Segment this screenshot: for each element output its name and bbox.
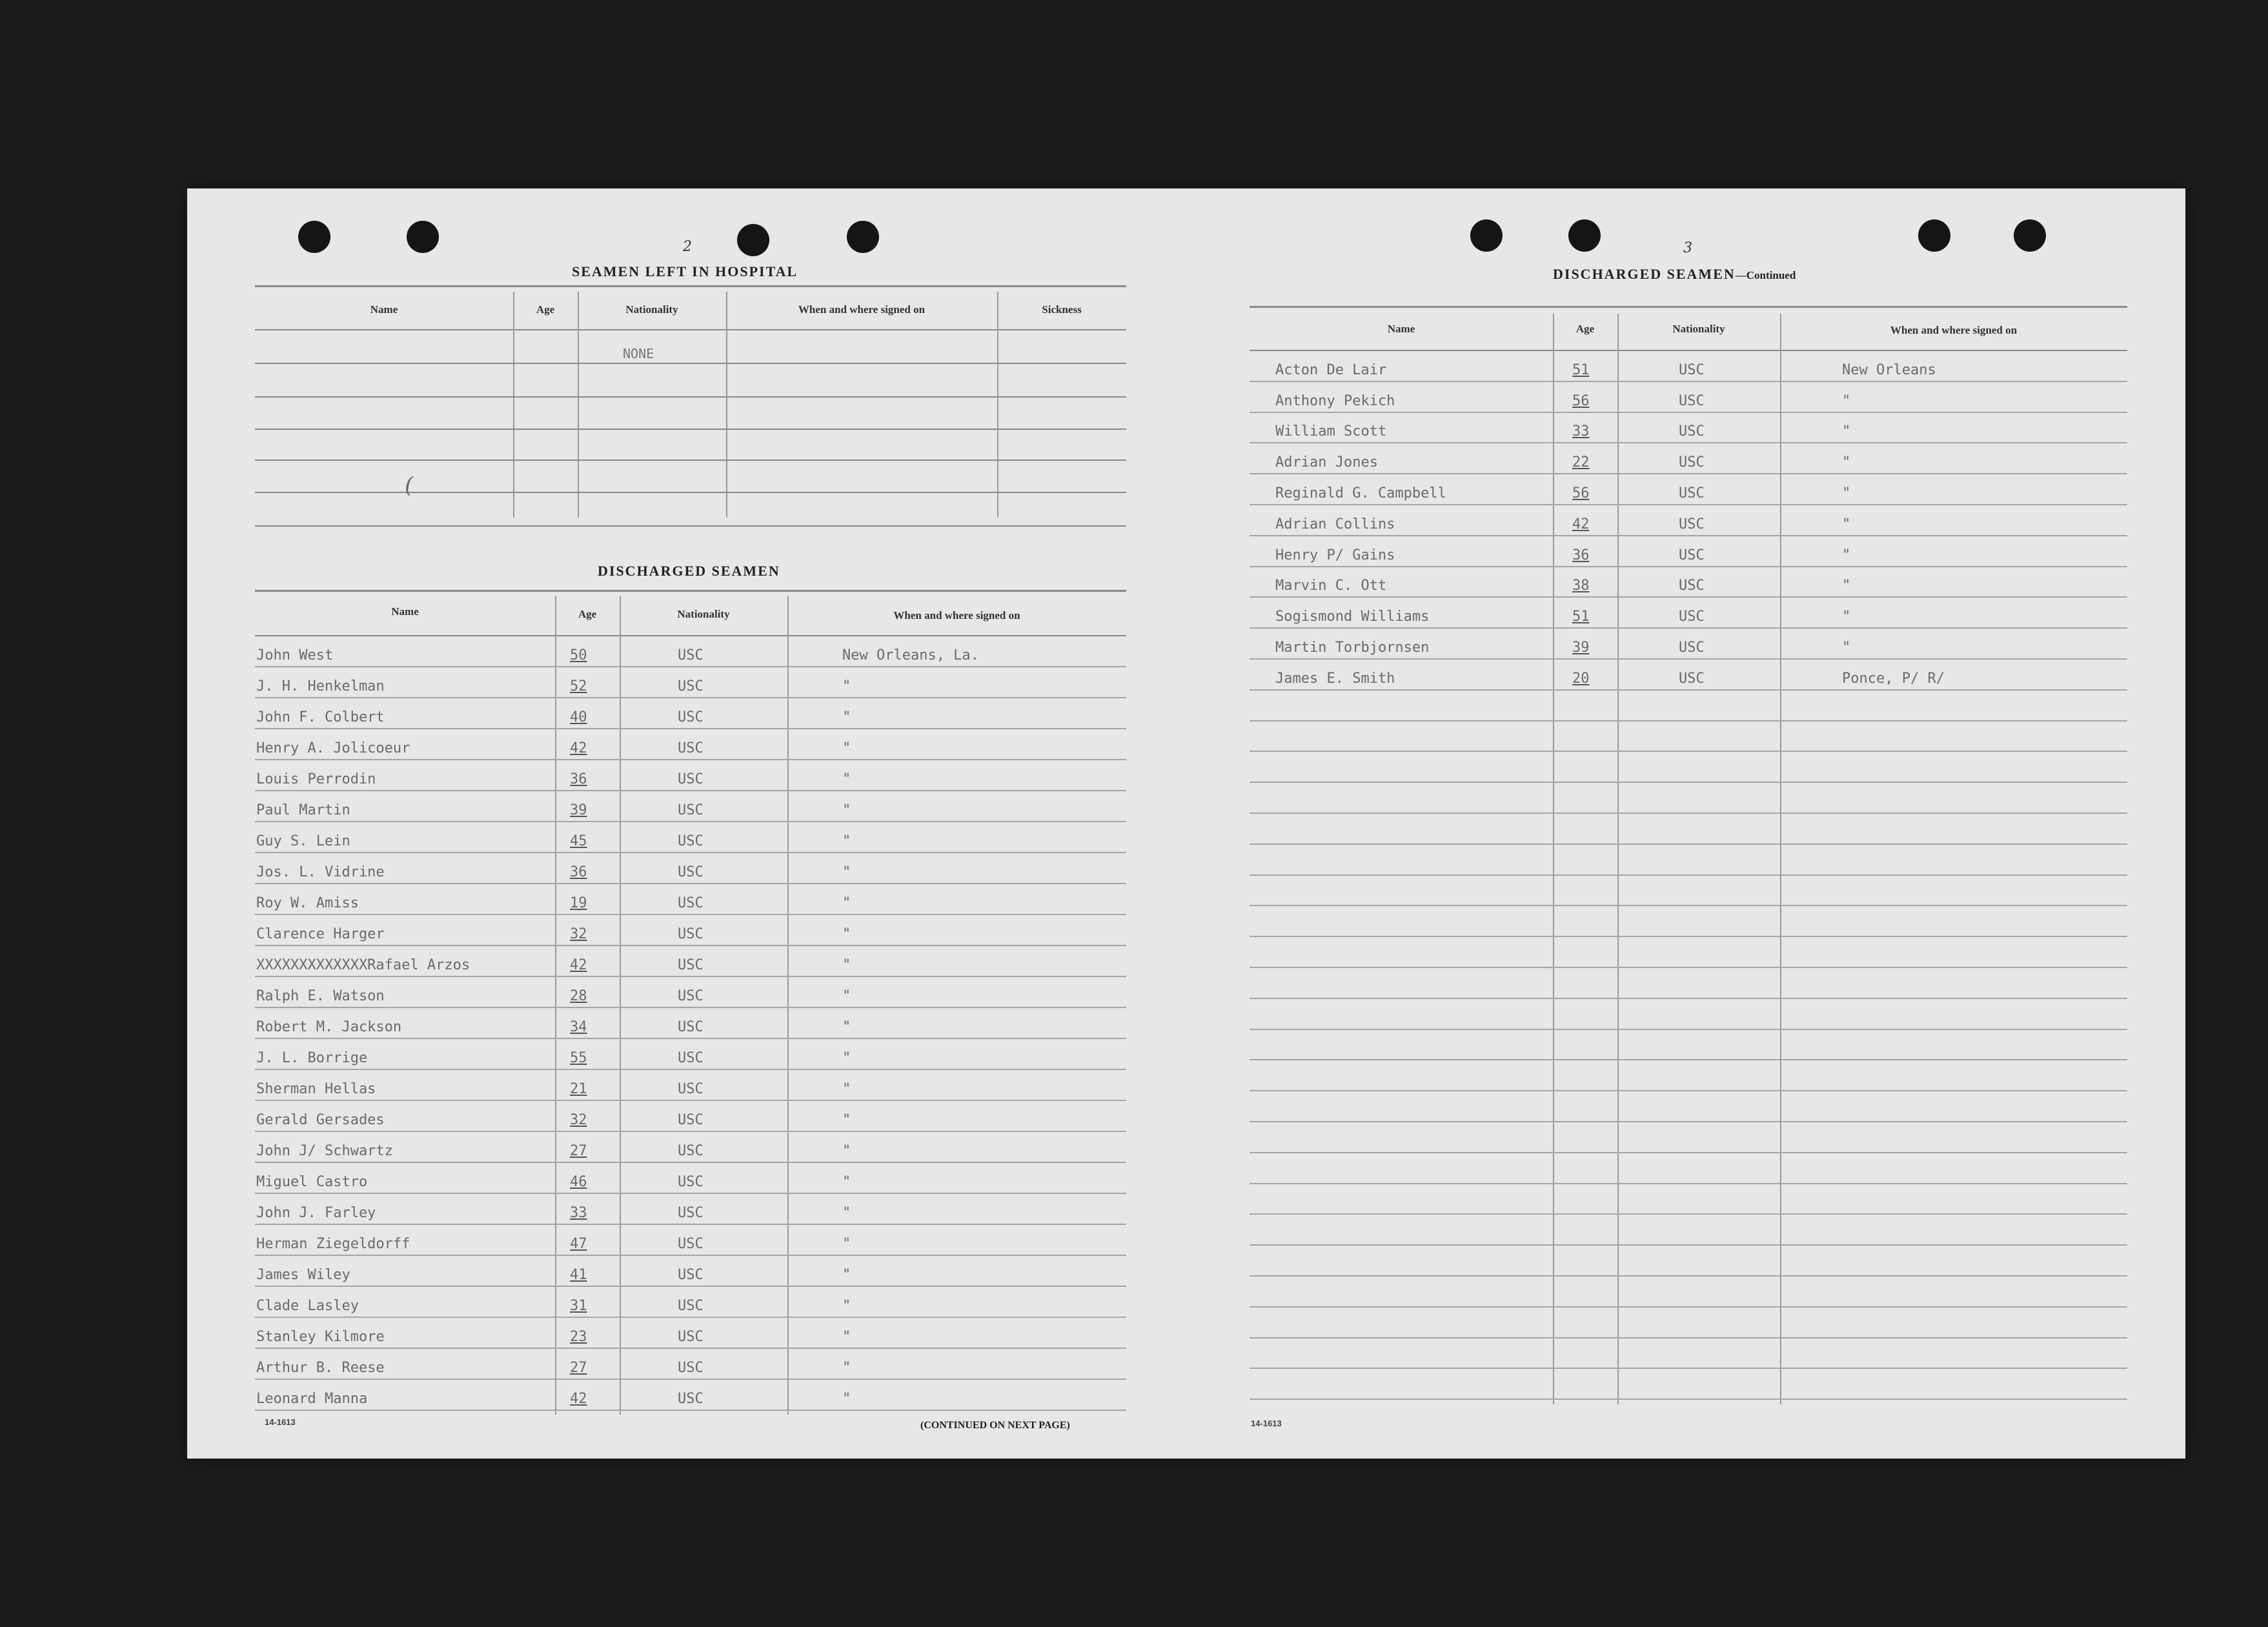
table-row — [255, 1225, 1126, 1256]
row-signed-on: " — [1842, 485, 1851, 501]
row-age: 34 — [570, 1019, 587, 1035]
table-row — [1250, 567, 2127, 598]
row-nationality: USC — [678, 1360, 704, 1376]
row-age: 36 — [1572, 547, 1590, 563]
punch-hole — [847, 221, 879, 253]
table-row — [1250, 505, 2127, 536]
row-age: 42 — [570, 1391, 587, 1407]
row-age: 38 — [1572, 578, 1590, 594]
table-row — [1250, 752, 2127, 783]
row-name: William Scott — [1275, 423, 1387, 440]
row-signed-on: " — [842, 1019, 851, 1035]
row-name: Anthony Pekich — [1275, 392, 1395, 409]
hospital-entry-none: NONE — [623, 346, 654, 361]
row-name: Martin Torbjornsen — [1275, 639, 1430, 656]
hospital-section-title: SEAMEN LEFT IN HOSPITAL — [572, 263, 798, 279]
row-nationality: USC — [1679, 639, 1705, 656]
row-signed-on: " — [1842, 639, 1851, 656]
row-name: Adrian Collins — [1275, 516, 1395, 532]
row-age: 33 — [1572, 423, 1590, 440]
table-row — [1250, 722, 2127, 753]
row-age: 42 — [570, 740, 587, 756]
table-row — [1250, 1030, 2127, 1061]
row-signed-on: " — [842, 1050, 851, 1066]
row-signed-on: " — [1842, 454, 1851, 471]
row-name: Roy W. Amiss — [256, 895, 359, 911]
row-signed-on: " — [1842, 578, 1851, 594]
row-signed-on: " — [842, 1329, 851, 1345]
row-signed-on: " — [842, 802, 851, 818]
row-nationality: USC — [1679, 361, 1705, 378]
row-name: James Wiley — [256, 1267, 350, 1283]
pen-mark: ( — [405, 472, 414, 498]
row-name: Ralph E. Watson — [256, 988, 385, 1004]
row-nationality: USC — [678, 709, 704, 725]
row-name: XXXXXXXXXXXXXRafael Arzos — [256, 957, 471, 973]
table-row — [1250, 474, 2127, 505]
row-name: Adrian Jones — [1275, 454, 1378, 471]
row-nationality: USC — [678, 1050, 704, 1066]
table-row — [1250, 1153, 2127, 1184]
table-row — [1250, 1215, 2127, 1246]
col-header-sickness: Sickness — [1042, 303, 1082, 316]
row-nationality: USC — [1679, 670, 1705, 687]
section-title-text: DISCHARGED SEAMEN — [1553, 266, 1736, 282]
row-signed-on: " — [1842, 609, 1851, 625]
table-row — [255, 977, 1126, 1008]
table-row — [255, 1008, 1126, 1039]
form-number: 14-1613 — [265, 1417, 296, 1427]
table-row — [1250, 443, 2127, 474]
col-header-signed-on: When and where signed on — [1890, 324, 2018, 336]
col-header-signed-on: When and where signed on — [893, 609, 1020, 621]
punch-hole — [1470, 219, 1503, 252]
row-nationality: USC — [678, 1267, 704, 1283]
row-nationality: USC — [678, 957, 704, 973]
table-row — [255, 884, 1126, 915]
punch-hole — [1918, 219, 1950, 252]
row-nationality: USC — [1679, 578, 1705, 594]
table-row — [255, 729, 1126, 760]
row-signed-on: New Orleans — [1842, 361, 1936, 378]
table-row — [255, 1101, 1126, 1132]
table-row — [1250, 691, 2127, 722]
table-row — [1250, 999, 2127, 1030]
row-signed-on: " — [842, 1236, 851, 1252]
row-age: 47 — [570, 1236, 587, 1252]
table-row — [1250, 1122, 2127, 1153]
row-signed-on: " — [842, 1143, 851, 1159]
row-nationality: USC — [678, 864, 704, 880]
table-row — [255, 1194, 1126, 1225]
row-nationality: USC — [678, 1329, 704, 1345]
row-name: Arthur B. Reese — [256, 1360, 385, 1376]
row-name: John J/ Schwartz — [256, 1143, 393, 1159]
discharged-section-title: DISCHARGED SEAMEN — [598, 563, 780, 579]
right-page — [1186, 188, 2185, 1459]
row-signed-on: " — [842, 771, 851, 787]
row-nationality: USC — [1679, 485, 1705, 501]
row-name: Robert M. Jackson — [256, 1019, 402, 1035]
col-header-age: Age — [1575, 323, 1595, 335]
row-nationality: USC — [678, 740, 704, 756]
row-age: 23 — [570, 1329, 587, 1345]
table-row — [255, 791, 1126, 822]
row-name: Clade Lasley — [256, 1298, 359, 1314]
table-row — [255, 946, 1126, 977]
row-age: 42 — [1572, 516, 1590, 532]
table-row — [1250, 536, 2127, 567]
col-header-age: Age — [578, 608, 597, 620]
row-age: 31 — [570, 1298, 587, 1314]
row-age: 39 — [570, 802, 587, 818]
row-signed-on: " — [842, 678, 851, 694]
row-nationality: USC — [678, 1019, 704, 1035]
form-number: 14-1613 — [1251, 1419, 1282, 1428]
row-nationality: USC — [678, 895, 704, 911]
row-name: John J. Farley — [256, 1205, 376, 1221]
row-age: 52 — [570, 678, 587, 694]
col-header-name: Name — [391, 605, 419, 618]
row-signed-on: " — [842, 709, 851, 725]
row-age: 51 — [1572, 361, 1590, 378]
table-row — [1250, 845, 2127, 876]
row-name: Sherman Hellas — [256, 1081, 376, 1097]
row-name: Acton De Lair — [1275, 361, 1387, 378]
table-row — [1250, 783, 2127, 814]
table-row — [1250, 1246, 2127, 1277]
discharged-table — [255, 590, 1126, 1442]
col-header-age: Age — [536, 303, 555, 316]
table-row — [255, 853, 1126, 884]
row-age: 45 — [570, 833, 587, 849]
row-name: Stanley Kilmore — [256, 1329, 385, 1345]
row-name: Sogismond Williams — [1275, 609, 1430, 625]
row-age: 51 — [1572, 609, 1590, 625]
row-age: 46 — [570, 1174, 587, 1190]
row-age: 39 — [1572, 639, 1590, 656]
table-row — [1250, 937, 2127, 968]
row-signed-on: " — [842, 895, 851, 911]
section-title-suffix: —Continued — [1735, 269, 1796, 281]
row-age: 41 — [570, 1267, 587, 1283]
row-signed-on: " — [842, 1267, 851, 1283]
row-nationality: USC — [678, 1236, 704, 1252]
table-row — [255, 1318, 1126, 1349]
table-row — [255, 1132, 1126, 1163]
table-row — [1250, 1369, 2127, 1400]
col-header-nationality: Nationality — [625, 303, 678, 316]
row-age: 33 — [570, 1205, 587, 1221]
row-nationality: USC — [1679, 454, 1705, 471]
row-signed-on: Ponce, P/ R/ — [1842, 670, 1945, 687]
table-row — [1250, 629, 2127, 660]
discharged-continued-table — [1250, 306, 2127, 1416]
row-age: 27 — [570, 1360, 587, 1376]
row-name: J. H. Henkelman — [256, 678, 385, 694]
row-signed-on: " — [842, 1205, 851, 1221]
table-row — [1250, 1184, 2127, 1215]
row-nationality: USC — [678, 678, 704, 694]
table-row — [1250, 814, 2127, 845]
row-age: 42 — [570, 957, 587, 973]
row-signed-on: " — [842, 833, 851, 849]
table-row — [255, 1256, 1126, 1287]
left-page — [187, 188, 1186, 1459]
table-row — [1250, 351, 2127, 382]
row-name: Gerald Gersades — [256, 1112, 385, 1128]
row-age: 40 — [570, 709, 587, 725]
row-age: 55 — [570, 1050, 587, 1066]
row-nationality: USC — [1679, 423, 1705, 440]
punch-hole — [298, 221, 330, 253]
table-row — [255, 698, 1126, 729]
row-signed-on: " — [842, 1360, 851, 1376]
row-nationality: USC — [1679, 609, 1705, 625]
row-name: Henry P/ Gains — [1275, 547, 1395, 563]
row-age: 36 — [570, 864, 587, 880]
row-age: 36 — [570, 771, 587, 787]
row-nationality: USC — [678, 1143, 704, 1159]
table-row — [255, 1070, 1126, 1101]
row-age: 50 — [570, 647, 587, 663]
row-signed-on: " — [842, 864, 851, 880]
table-row — [1250, 1339, 2127, 1369]
row-nationality: USC — [1679, 516, 1705, 532]
table-row — [1250, 1091, 2127, 1122]
table-row — [255, 1163, 1126, 1194]
row-signed-on: " — [1842, 423, 1851, 440]
row-nationality: USC — [678, 1081, 704, 1097]
table-row — [255, 636, 1126, 667]
row-age: 56 — [1572, 392, 1590, 409]
row-name: Reginald G. Campbell — [1275, 485, 1446, 501]
row-age: 19 — [570, 895, 587, 911]
row-nationality: USC — [1679, 392, 1705, 409]
row-nationality: USC — [678, 771, 704, 787]
row-age: 20 — [1572, 670, 1590, 687]
col-header-nationality: Nationality — [1672, 323, 1725, 335]
row-age: 21 — [570, 1081, 587, 1097]
row-signed-on: " — [842, 988, 851, 1004]
row-nationality: USC — [678, 802, 704, 818]
table-row — [1250, 1060, 2127, 1091]
col-header-name: Name — [370, 303, 398, 316]
row-name: Miguel Castro — [256, 1174, 368, 1190]
document-sheet — [187, 188, 2185, 1459]
row-name: Jos. L. Vidrine — [256, 864, 385, 880]
row-signed-on: " — [1842, 516, 1851, 532]
table-row — [1250, 1277, 2127, 1308]
row-nationality: USC — [678, 926, 704, 942]
col-header-name: Name — [1387, 323, 1415, 335]
row-nationality: USC — [678, 1298, 704, 1314]
row-nationality: USC — [1679, 547, 1705, 563]
table-row — [255, 915, 1126, 946]
row-signed-on: " — [842, 1112, 851, 1128]
table-row — [1250, 1308, 2127, 1339]
row-name: J. L. Borrige — [256, 1050, 368, 1066]
table-row — [255, 667, 1126, 698]
row-name: John F. Colbert — [256, 709, 385, 725]
col-header-signed-on: When and where signed on — [798, 303, 926, 316]
continued-section-title — [1553, 266, 1796, 283]
row-signed-on: " — [1842, 392, 1851, 409]
table-row — [1250, 876, 2127, 907]
row-signed-on: " — [842, 740, 851, 756]
row-name: John West — [256, 647, 334, 663]
row-signed-on: " — [842, 1081, 851, 1097]
row-name: Marvin C. Ott — [1275, 578, 1387, 594]
row-name: Guy S. Lein — [256, 833, 350, 849]
row-age: 56 — [1572, 485, 1590, 501]
row-age: 22 — [1572, 454, 1590, 471]
row-signed-on: New Orleans, La. — [842, 647, 979, 663]
row-name: Paul Martin — [256, 802, 350, 818]
row-age: 27 — [570, 1143, 587, 1159]
table-row — [255, 1380, 1126, 1411]
row-signed-on: " — [842, 926, 851, 942]
table-row — [1250, 660, 2127, 691]
row-name: Clarence Harger — [256, 926, 385, 942]
row-name: Leonard Manna — [256, 1391, 368, 1407]
table-row — [255, 1287, 1126, 1318]
table-row — [1250, 413, 2127, 444]
row-age: 32 — [570, 1112, 587, 1128]
table-row — [255, 1349, 1126, 1380]
row-nationality: USC — [678, 1112, 704, 1128]
row-nationality: USC — [678, 833, 704, 849]
row-name: Henry A. Jolicoeur — [256, 740, 410, 756]
table-row — [1250, 906, 2127, 937]
row-nationality: USC — [678, 1205, 704, 1221]
row-nationality: USC — [678, 1174, 704, 1190]
page-number: 3 — [1683, 240, 1692, 256]
continued-note: (CONTINUED ON NEXT PAGE) — [920, 1420, 1070, 1431]
page-number: 2 — [683, 239, 692, 255]
row-age: 32 — [570, 926, 587, 942]
row-signed-on: " — [842, 1298, 851, 1314]
row-signed-on: " — [842, 1391, 851, 1407]
col-header-nationality: Nationality — [677, 608, 730, 620]
row-age: 28 — [570, 988, 587, 1004]
punch-hole — [1568, 219, 1601, 252]
punch-hole — [737, 224, 769, 256]
row-nationality: USC — [678, 988, 704, 1004]
punch-hole — [407, 221, 439, 253]
row-name: Herman Ziegeldorff — [256, 1236, 410, 1252]
row-nationality: USC — [678, 647, 704, 663]
table-row — [1250, 968, 2127, 999]
table-row — [255, 822, 1126, 853]
table-row — [1250, 598, 2127, 629]
table-row — [255, 760, 1126, 791]
punch-hole — [2014, 219, 2046, 252]
row-signed-on: " — [1842, 547, 1851, 563]
row-name: James E. Smith — [1275, 670, 1395, 687]
row-signed-on: " — [842, 1174, 851, 1190]
table-row — [255, 1039, 1126, 1070]
row-nationality: USC — [678, 1391, 704, 1407]
row-name: Louis Perrodin — [256, 771, 376, 787]
table-row — [1250, 382, 2127, 413]
row-signed-on: " — [842, 957, 851, 973]
